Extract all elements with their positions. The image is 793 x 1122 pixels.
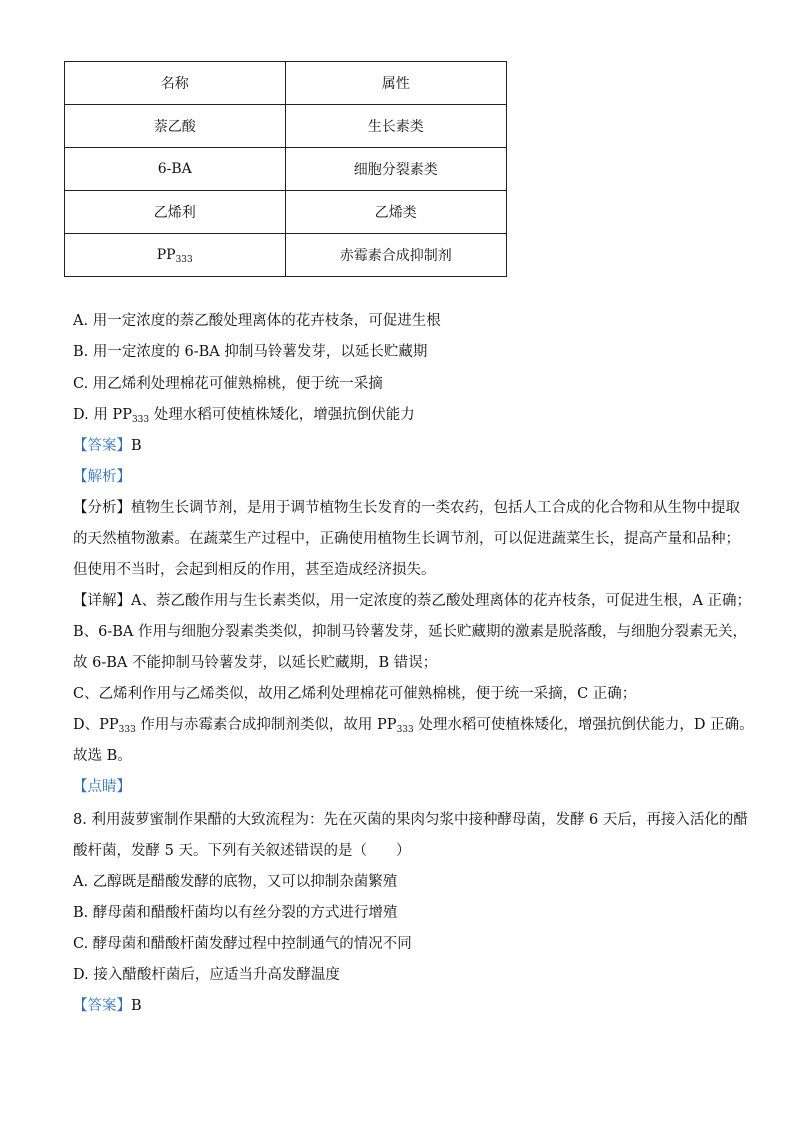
q8-stem-line-1: 8. 利用菠萝蜜制作果醋的大致流程为：先在灭菌的果肉匀浆中接种酵母菌，发酵 6 天后，再接入活化的醋: [73, 812, 748, 828]
table-row: [65, 105, 507, 148]
cell-name: [65, 234, 286, 277]
cell-name: [65, 148, 286, 191]
cell-name-text: 乙烯利: [153, 205, 196, 221]
cell-name-sub: 333: [175, 255, 193, 265]
q8-answer: [73, 996, 142, 1016]
cell-attr: 乙烯类: [285, 191, 506, 234]
q8-stem-line-2: 酸杆菌，发酵 5 天。下列有关叙述错误的是（ ）: [73, 843, 411, 859]
q7-answer: [73, 436, 142, 456]
regulator-table: [64, 61, 507, 277]
detail-5-mid: 作用与赤霉素合成抑制剂类似，故用 PP: [135, 717, 397, 733]
fenxi-label: 【分析】: [73, 500, 131, 516]
q7-option-c: C. 用乙烯利处理棉花可催熟棉桃，便于统一采摘: [73, 376, 383, 392]
header-attr: 属性: [285, 62, 506, 105]
q7-detail-line-3: 故 6-BA 不能抑制马铃薯发芽，以延长贮藏期，B 错误；: [73, 655, 438, 671]
q7-detail-line-5: [73, 715, 754, 735]
q7-detail-line-1: [73, 591, 751, 611]
table-row: [65, 191, 507, 234]
fenxi-text-1: 植物生长调节剂，是用于调节植物生长发育的一类农药，包括人工合成的化合物和从生物中提取: [131, 500, 740, 516]
detail-text-1: A、萘乙酸作用与生长素类似，用一定浓度的萘乙酸处理离体的花卉枝条，可促进生根，A 正确；: [131, 593, 752, 609]
q7-option-b: B. 用一定浓度的 6-BA 抑制马铃薯发芽，以延长贮藏期: [73, 344, 428, 360]
detail-label: 【详解】: [73, 593, 131, 609]
q7-dianjing: [73, 777, 131, 797]
q7-option-d-pre: D. 用 PP: [73, 407, 132, 423]
q7-analysis-label: [73, 467, 131, 487]
table-row: [65, 234, 507, 277]
cell-attr: 生长素类: [285, 105, 506, 148]
cell-name-text: PP: [156, 247, 176, 263]
answer-label: 【答案】: [73, 998, 131, 1014]
q7-detail-line-4: C、乙烯利作用与乙烯类似，故用乙烯利处理棉花可催熟棉桃，便于统一采摘，C 正确；: [73, 686, 637, 702]
detail-5-sub1: 333: [118, 725, 136, 735]
q7-fenxi-line-1: [73, 498, 740, 518]
q7-fenxi-line-3: 但使用不当时，会起到相反的作用，甚至造成经济损失。: [73, 562, 436, 578]
analysis-label: 【解析】: [73, 469, 131, 485]
q7-option-a: A. 用一定浓度的萘乙酸处理离体的花卉枝条，可促进生根: [73, 313, 441, 329]
q7-detail-line-2: B、6-BA 作用与细胞分裂素类类似，抑制马铃薯发芽，延长贮藏期的激素是脱落酸，与细胞分裂素无关，: [73, 624, 748, 640]
answer-value: B: [131, 998, 142, 1014]
q8-option-b: B. 酵母菌和醋酸杆菌均以有丝分裂的方式进行增殖: [73, 905, 398, 921]
cell-name-text: 萘乙酸: [153, 119, 196, 135]
cell-name: [65, 105, 286, 148]
q7-option-d-post: 处理水稻可使植株矮化，增强抗倒伏能力: [149, 407, 415, 423]
q7-detail-line-6: 故选 B。: [73, 748, 132, 764]
cell-name-text: 6-BA: [157, 161, 192, 177]
header-name: 名称: [65, 62, 286, 105]
q7-option-d-sub: 333: [131, 415, 150, 425]
q7-fenxi-line-2: 的天然植物激素。在蔬菜生产过程中，正确使用植物生长调节剂，可以促进蔬菜生长，提高产量和品种；: [73, 531, 740, 547]
answer-label: 【答案】: [73, 438, 131, 454]
detail-5-post: 处理水稻可使植株矮化，增强抗倒伏能力，D 正确。: [413, 717, 754, 733]
table-header-row: [65, 62, 507, 105]
detail-5-sub2: 333: [396, 725, 414, 735]
detail-5-pre: D、PP: [73, 717, 119, 733]
dianjing-label: 【点睛】: [73, 779, 131, 795]
q7-option-d: [73, 405, 415, 425]
q8-option-d: D. 接入醋酸杆菌后，应适当升高发酵温度: [73, 967, 340, 983]
q8-option-c: C. 酵母菌和醋酸杆菌发酵过程中控制通气的情况不同: [73, 936, 412, 952]
cell-attr: 赤霉素合成抑制剂: [285, 234, 506, 277]
answer-value: B: [131, 438, 142, 454]
table-row: [65, 148, 507, 191]
q8-option-a: A. 乙醇既是醋酸发酵的底物，又可以抑制杂菌繁殖: [73, 874, 398, 890]
cell-name: [65, 191, 286, 234]
cell-attr: 细胞分裂素类: [285, 148, 506, 191]
